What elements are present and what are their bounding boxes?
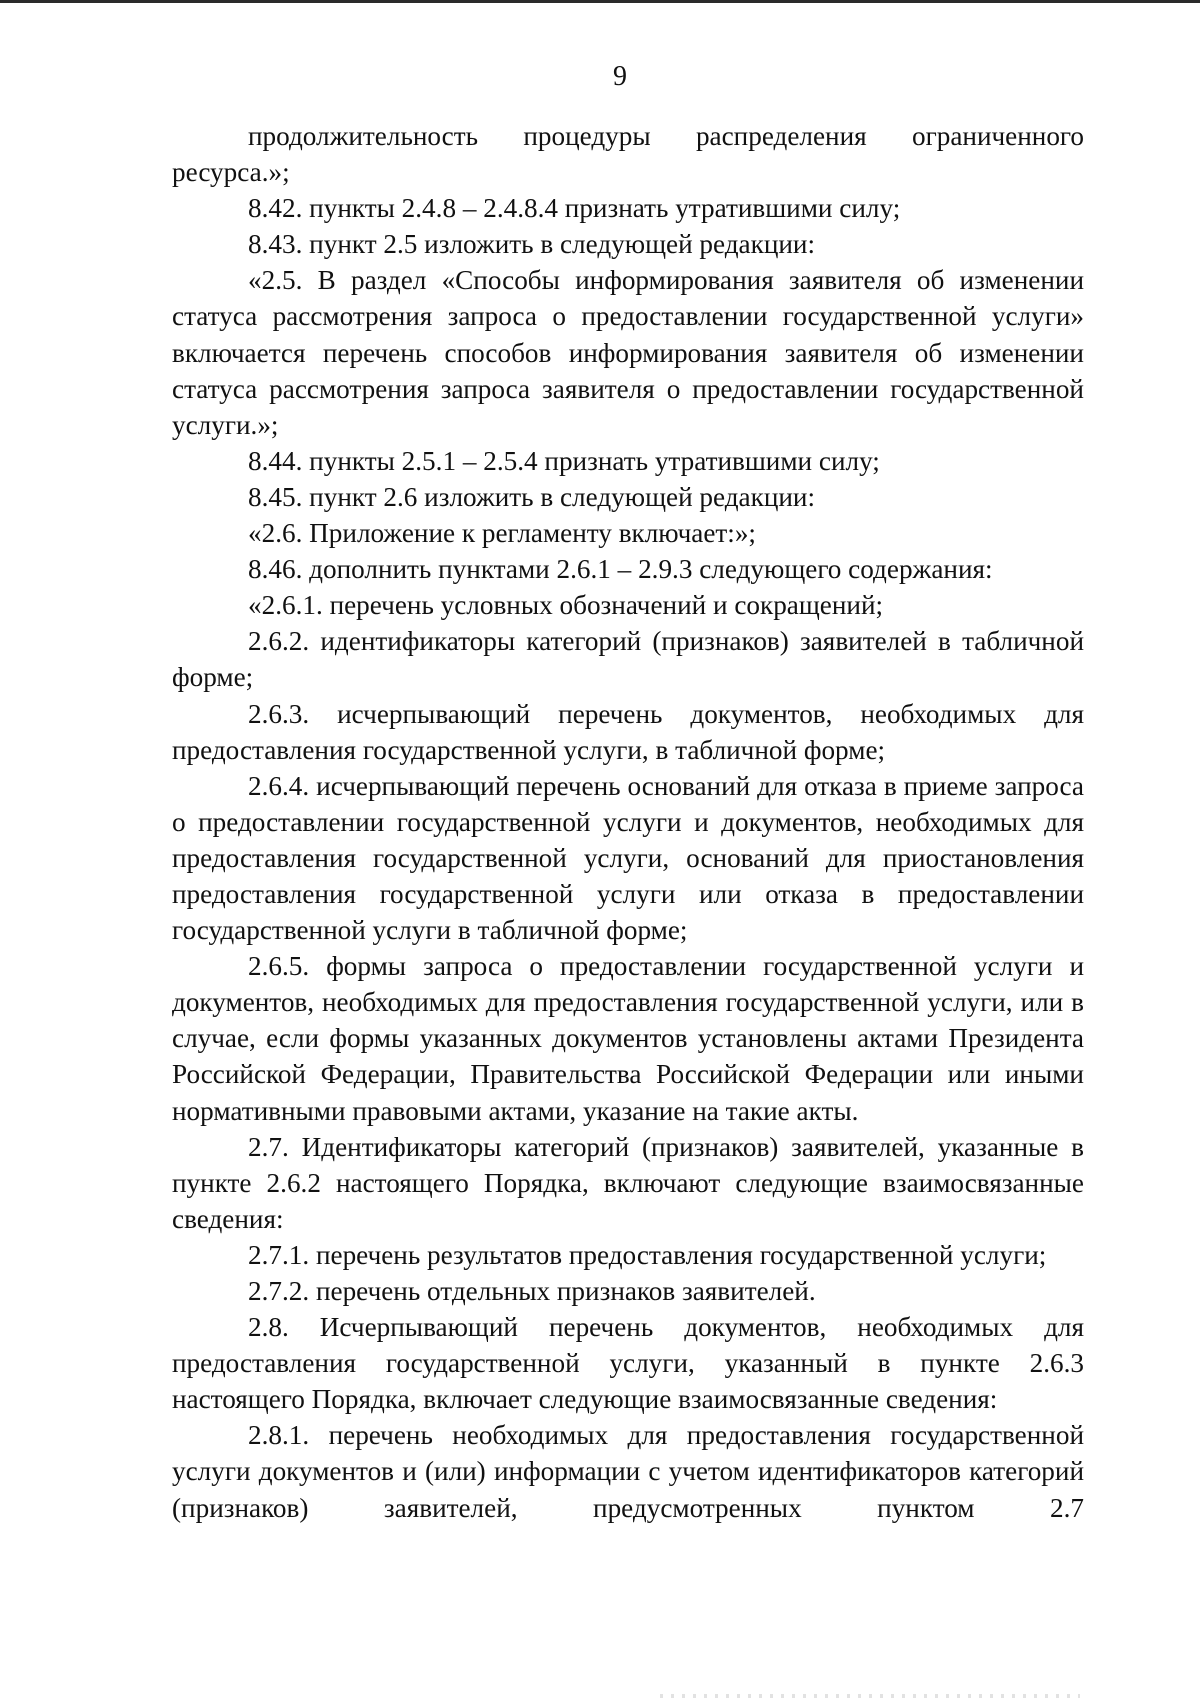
paragraph: 2.8.1. перечень необходимых для предоставления государственной услуги документов и (или) информации с учетом идентификаторов категорий (признаков) заявителей, предусмотренных пунктом 2.7	[172, 1420, 1084, 1523]
paragraph: «2.6. Приложение к регламенту включает:»;	[248, 518, 756, 549]
paragraph: «2.6.1. перечень условных обозначений и сокращений;	[248, 590, 884, 621]
paragraph: 2.6.2. идентификаторы категорий (признаков) заявителей в табличной форме;	[172, 626, 1084, 693]
page-top-edge	[0, 0, 1200, 3]
paragraph: 2.7.1. перечень результатов предоставления государственной услуги;	[248, 1239, 1047, 1270]
paragraph: 8.43. пункт 2.5 изложить в следующей редакции:	[248, 229, 816, 260]
paragraph: 8.46. дополнить пунктами 2.6.1 – 2.9.3 следующего содержания:	[248, 554, 993, 585]
document-body	[172, 118, 1084, 1526]
paragraph: 8.44. пункты 2.5.1 – 2.5.4 признать утратившими силу;	[248, 445, 880, 476]
paragraph: продолжительность процедуры распределения ограниченного ресурса.»;	[172, 121, 1084, 188]
scan-speckle	[660, 1694, 1080, 1698]
paragraph: 2.8. Исчерпывающий перечень документов, необходимых для предоставления государственной услуги, указанный в пункте 2.6.3 настоящего Порядка, включает следующие взаимосвязанные сведения:	[172, 1312, 1084, 1415]
paragraph: 8.45. пункт 2.6 изложить в следующей редакции:	[248, 481, 816, 512]
paragraph: 2.6.4. исчерпывающий перечень оснований для отказа в приеме запроса о предоставлении государственной услуги и документов, необходимых для предоставления государственной услуги, оснований для приостановления предоставления государственной услуги или отказа в предоставлении государственной услуги в табличной форме;	[172, 770, 1084, 946]
paragraph: 2.6.5. формы запроса о предоставлении государственной услуги и документов, необходимых для предоставления государственной услуги, или в случае, если формы указанных документов установлены актами Президента Российской Федерации, Правительства Российской Федерации или иными нормативными правовыми актами, указание на такие акты.	[172, 951, 1084, 1126]
paragraph: 8.42. пункты 2.4.8 – 2.4.8.4 признать утратившими силу;	[248, 193, 901, 224]
paragraph: 2.6.3. исчерпывающий перечень документов, необходимых для предоставления государственной услуги, в табличной форме;	[172, 698, 1084, 765]
page-number: 9	[613, 61, 627, 92]
paragraph: 2.7. Идентификаторы категорий (признаков) заявителей, указанные в пункте 2.6.2 настоящего Порядка, включают следующие взаимосвязанные сведения:	[172, 1131, 1084, 1234]
paragraph: 2.7.2. перечень отдельных признаков заявителей.	[248, 1276, 816, 1306]
paragraph: «2.5. В раздел «Способы информирования заявителя об изменении статуса рассмотрения запроса о предоставлении государственной услуги» включается перечень способов информирования заявителя об изменении статуса рассмотрения запроса заявителя о предоставлении государственной услуги.»;	[172, 265, 1084, 440]
